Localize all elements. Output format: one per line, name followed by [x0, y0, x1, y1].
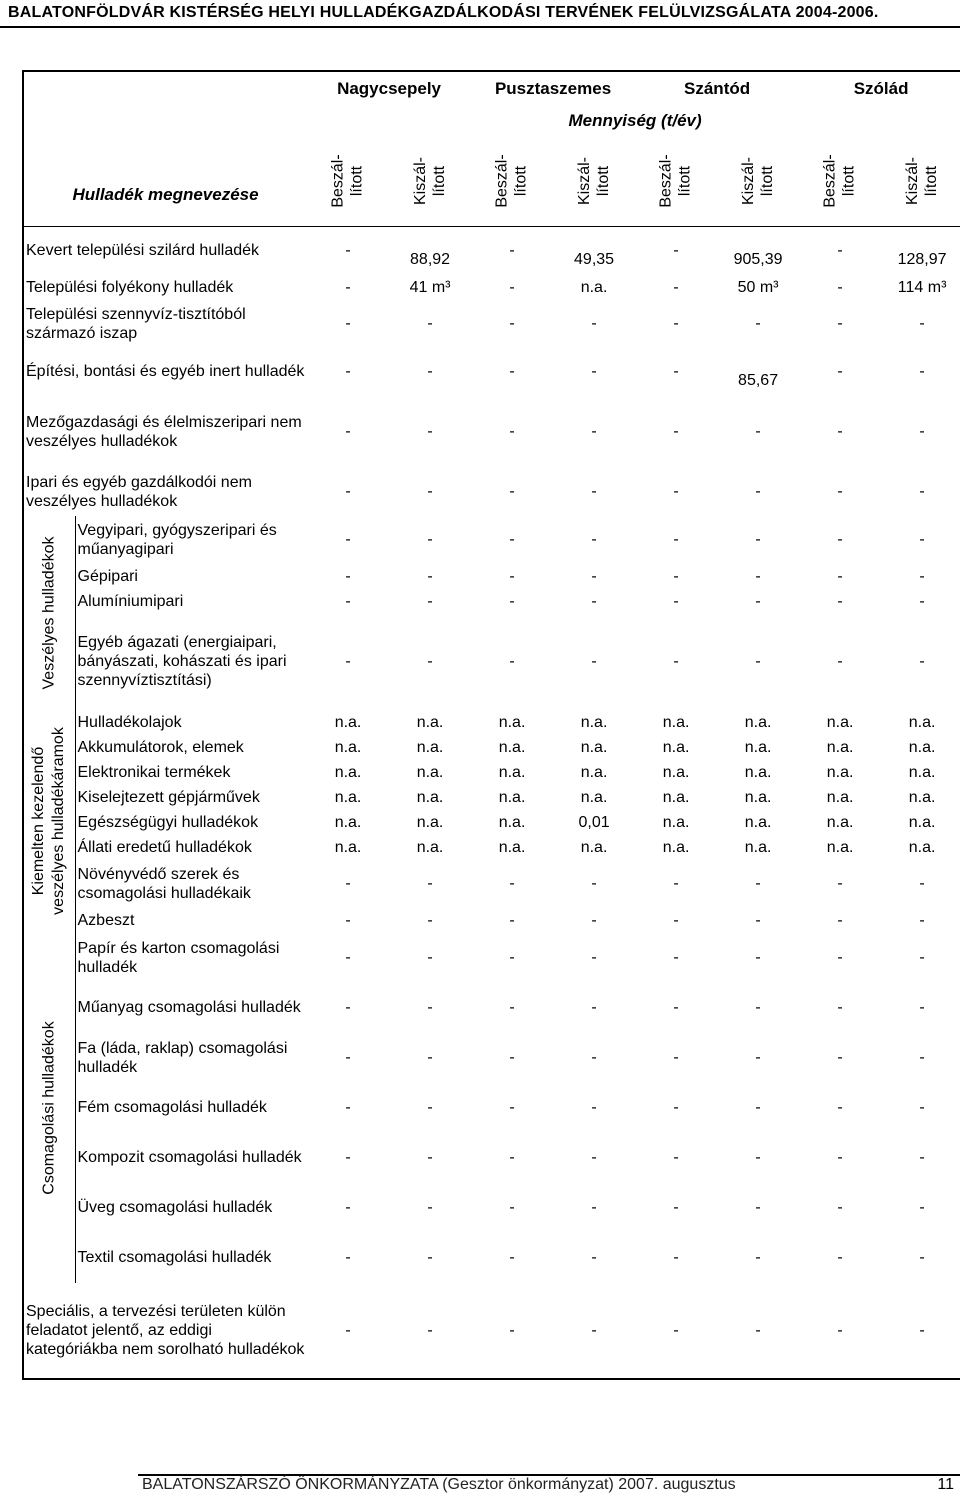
- cell-value: n.a.: [826, 788, 854, 806]
- row-label: Egyéb ágazati (energiaipari, bányászati, kohászati és ipari szennyvíztisztítási): [75, 614, 307, 710]
- table-row: [23, 275, 960, 300]
- cell-value: n.a.: [662, 763, 690, 781]
- cell-value: -: [755, 911, 761, 929]
- cell-value: -: [509, 423, 515, 440]
- cell-value: -: [427, 653, 433, 670]
- row-label: Ipari és egyéb gazdálkodói nem veszélyes hulladékok: [23, 468, 307, 516]
- cell-value: -: [881, 589, 960, 614]
- cell-value: -: [591, 653, 597, 670]
- cell-value: -: [591, 1249, 597, 1266]
- cell-value: -: [509, 567, 515, 585]
- cell-value: -: [345, 875, 351, 892]
- table-row: [23, 710, 960, 735]
- table-row: [23, 1083, 960, 1133]
- table-row: [23, 908, 960, 933]
- cell-value: -: [837, 278, 843, 296]
- cell-value: -: [427, 1149, 433, 1166]
- cell-value: -: [881, 300, 960, 348]
- cell-value: -: [837, 875, 843, 892]
- cell-value: -: [427, 911, 433, 929]
- row-label: Egészségügyi hulladékok: [75, 810, 307, 835]
- cell-value: -: [837, 592, 843, 610]
- cell-value: -: [591, 1099, 597, 1116]
- cell-value: -: [345, 423, 351, 440]
- cell-value: -: [881, 1033, 960, 1083]
- cell-value: -: [837, 483, 843, 500]
- name-header: Hulladék megnevezése: [23, 71, 307, 227]
- cell-value: -: [345, 592, 351, 610]
- cell-value: -: [427, 1099, 433, 1116]
- cell-value: -: [673, 592, 679, 610]
- cell-value: -: [881, 614, 960, 710]
- town-header: Nagycsepely: [307, 71, 471, 104]
- cell-value: -: [755, 315, 761, 332]
- document-header: [0, 0, 960, 28]
- row-label: Alumíniumipari: [75, 589, 307, 614]
- table-row: [23, 835, 960, 860]
- cell-value: 88,92: [389, 227, 471, 275]
- cell-value: -: [427, 875, 433, 892]
- cell-value: -: [427, 531, 433, 548]
- cell-value: -: [345, 483, 351, 500]
- cell-value: -: [837, 999, 843, 1016]
- cell-value: -: [345, 911, 351, 929]
- cell-value: -: [471, 227, 553, 275]
- table-row: [23, 1183, 960, 1233]
- cell-value: -: [345, 653, 351, 670]
- cell-value: -: [755, 423, 761, 440]
- kiszallitott-header: Kiszál- lított: [881, 136, 960, 227]
- row-label: Műanyag csomagolási hulladék: [75, 983, 307, 1033]
- cell-value: -: [755, 567, 761, 585]
- table-row: [23, 564, 960, 589]
- cell-value: -: [427, 999, 433, 1016]
- cell-value: -: [553, 1283, 635, 1379]
- cell-value: -: [635, 227, 717, 275]
- cell-value: -: [345, 1199, 351, 1216]
- footer-text: BALATONSZÁRSZÓ ÖNKORMÁNYZATA (Gesztor önkormányzat) 2007. augusztus: [142, 1476, 736, 1493]
- cell-value: n.a.: [580, 738, 608, 756]
- cell-value: n.a.: [416, 813, 444, 831]
- cell-value: -: [591, 567, 597, 585]
- cell-value: -: [509, 1099, 515, 1116]
- cell-value: 128,97: [881, 227, 960, 275]
- cell-value: -: [345, 315, 351, 332]
- table-row: [23, 396, 960, 468]
- town-header: Szólád: [799, 71, 960, 104]
- cell-value: -: [837, 1149, 843, 1166]
- cell-value: n.a.: [580, 788, 608, 806]
- row-label: Növényvédő szerek és csomagolási hulladékaik: [75, 860, 307, 908]
- cell-value: n.a.: [662, 738, 690, 756]
- cell-value: n.a.: [498, 838, 526, 856]
- cell-value: n.a.: [334, 813, 362, 831]
- cell-value: -: [345, 1099, 351, 1116]
- cell-value: n.a.: [416, 788, 444, 806]
- row-label: Építési, bontási és egyéb inert hulladék: [23, 348, 307, 396]
- table-row: [23, 348, 960, 396]
- table-row: [23, 516, 960, 564]
- town-header: Szántód: [635, 71, 799, 104]
- cell-value: -: [471, 1283, 553, 1379]
- cell-value: -: [881, 908, 960, 933]
- cell-value: -: [755, 1049, 761, 1066]
- cell-value: -: [509, 949, 515, 966]
- cell-value: -: [673, 911, 679, 929]
- row-label: Kompozit csomagolási hulladék: [75, 1133, 307, 1183]
- cell-value: 49,35: [553, 227, 635, 275]
- cell-value: 905,39: [717, 227, 799, 275]
- cell-value: -: [717, 1283, 799, 1379]
- cell-value: -: [509, 363, 515, 380]
- cell-value: -: [673, 483, 679, 500]
- cell-value: n.a.: [881, 835, 960, 860]
- cell-value: -: [345, 363, 351, 380]
- cell-value: n.a.: [334, 838, 362, 856]
- cell-value: 41 m³: [409, 278, 451, 296]
- row-label: Elektronikai termékek: [75, 760, 307, 785]
- cell-value: -: [755, 1149, 761, 1166]
- cell-value: -: [591, 949, 597, 966]
- unit-header: Mennyiség (t/év): [307, 104, 960, 136]
- row-label: Üveg csomagolási hulladék: [75, 1183, 307, 1233]
- cell-value: -: [427, 423, 433, 440]
- cell-value: -: [591, 1199, 597, 1216]
- cell-value: n.a.: [334, 763, 362, 781]
- cell-value: -: [509, 592, 515, 610]
- cell-value: -: [345, 567, 351, 585]
- cell-value: -: [591, 911, 597, 929]
- cell-value: n.a.: [498, 813, 526, 831]
- cell-value: -: [345, 531, 351, 548]
- table-header-towns: [23, 71, 960, 104]
- cell-value: -: [345, 949, 351, 966]
- table-row: [23, 589, 960, 614]
- cell-value: n.a.: [881, 735, 960, 760]
- row-label: Mezőgazdasági és élelmiszeripari nem veszélyes hulladékok: [23, 396, 307, 468]
- cell-value: -: [837, 653, 843, 670]
- cell-value: -: [673, 875, 679, 892]
- town-header: Pusztaszemes: [471, 71, 635, 104]
- cell-value: -: [881, 933, 960, 983]
- cell-value: -: [509, 278, 515, 296]
- table-row: [23, 1283, 960, 1379]
- cell-value: 114 m³: [881, 275, 960, 300]
- cell-value: -: [755, 1199, 761, 1216]
- table-row: [23, 1133, 960, 1183]
- cell-value: n.a.: [416, 763, 444, 781]
- cell-value: n.a.: [416, 738, 444, 756]
- cell-value: -: [673, 1149, 679, 1166]
- cell-value: -: [673, 567, 679, 585]
- cell-value: -: [427, 1199, 433, 1216]
- cell-value: n.a.: [744, 838, 772, 856]
- cell-value: -: [591, 999, 597, 1016]
- cell-value: -: [881, 516, 960, 564]
- cell-value: n.a.: [662, 788, 690, 806]
- cell-value: n.a.: [881, 710, 960, 735]
- cell-value: n.a.: [580, 278, 608, 296]
- cell-value: n.a.: [881, 810, 960, 835]
- cell-value: -: [591, 592, 597, 610]
- cell-value: -: [673, 949, 679, 966]
- cell-value: -: [881, 1283, 960, 1379]
- cell-value: -: [881, 564, 960, 589]
- cell-value: -: [799, 227, 881, 275]
- cell-value: -: [509, 1049, 515, 1066]
- cell-value: -: [509, 875, 515, 892]
- cell-value: -: [307, 1283, 389, 1379]
- cell-value: n.a.: [498, 763, 526, 781]
- cell-value: n.a.: [580, 713, 608, 731]
- cell-value: -: [673, 278, 679, 296]
- cell-value: n.a.: [881, 760, 960, 785]
- cell-value: n.a.: [334, 738, 362, 756]
- cell-value: n.a.: [881, 785, 960, 810]
- cell-value: n.a.: [744, 713, 772, 731]
- cell-value: -: [427, 567, 433, 585]
- cell-value: -: [837, 949, 843, 966]
- table-row: [23, 614, 960, 710]
- cell-value: -: [509, 315, 515, 332]
- cell-value: -: [755, 1249, 761, 1266]
- cell-value: -: [509, 531, 515, 548]
- table-row: [23, 785, 960, 810]
- cell-value: n.a.: [744, 763, 772, 781]
- row-label: Speciális, a tervezési területen külön feladatot jelentő, az eddigi kategóriákba nem sorolható hulladékok: [23, 1283, 307, 1379]
- cell-value: 0,01: [578, 813, 610, 831]
- row-label: Fém csomagolási hulladék: [75, 1083, 307, 1133]
- cell-value: -: [345, 999, 351, 1016]
- cell-value: n.a.: [826, 763, 854, 781]
- cell-value: -: [673, 1099, 679, 1116]
- cell-value: n.a.: [744, 788, 772, 806]
- cell-value: n.a.: [416, 713, 444, 731]
- kiszallitott-header: Kiszál- lított: [412, 156, 449, 206]
- cell-value: -: [345, 1049, 351, 1066]
- cell-value: n.a.: [826, 738, 854, 756]
- cell-value: -: [427, 363, 433, 380]
- table-row: [23, 983, 960, 1033]
- cell-value: -: [673, 1199, 679, 1216]
- cell-value: -: [673, 653, 679, 670]
- cell-value: -: [673, 1249, 679, 1266]
- table-row: [23, 227, 960, 275]
- waste-quantity-table: [22, 70, 960, 1380]
- cell-value: -: [673, 363, 679, 380]
- cell-value: -: [509, 911, 515, 929]
- row-label: Azbeszt: [75, 908, 307, 933]
- cell-value: -: [837, 315, 843, 332]
- cell-value: -: [427, 315, 433, 332]
- cell-value: -: [389, 1283, 471, 1379]
- cell-value: n.a.: [662, 813, 690, 831]
- cell-value: -: [591, 423, 597, 440]
- cell-value: -: [427, 483, 433, 500]
- cell-value: -: [591, 531, 597, 548]
- beszallitott-header: Beszál- lított: [330, 154, 367, 208]
- cell-value: -: [881, 1183, 960, 1233]
- cell-value: n.a.: [580, 838, 608, 856]
- table-row: [23, 1233, 960, 1283]
- cell-value: n.a.: [334, 713, 362, 731]
- cell-value: -: [591, 1049, 597, 1066]
- cell-value: -: [881, 468, 960, 516]
- cell-value: -: [755, 653, 761, 670]
- cell-value: -: [673, 999, 679, 1016]
- cell-value: n.a.: [826, 713, 854, 731]
- cell-value: n.a.: [498, 788, 526, 806]
- cell-value: -: [509, 1249, 515, 1266]
- cell-value: -: [755, 592, 761, 610]
- cell-value: -: [881, 983, 960, 1033]
- cell-value: -: [837, 1049, 843, 1066]
- cell-value: -: [673, 1049, 679, 1066]
- cell-value: -: [591, 1149, 597, 1166]
- cell-value: -: [837, 531, 843, 548]
- table-row: [23, 760, 960, 785]
- row-label: Papír és karton csomagolási hulladék: [75, 933, 307, 983]
- cell-value: n.a.: [826, 813, 854, 831]
- cell-value: -: [427, 592, 433, 610]
- row-label: Települési folyékony hulladék: [23, 275, 307, 300]
- cell-value: 85,67: [738, 372, 779, 389]
- cell-value: -: [345, 1249, 351, 1266]
- page-number: 11: [937, 1476, 954, 1493]
- table-row: [23, 468, 960, 516]
- cell-value: 50 m³: [737, 278, 779, 296]
- cell-value: -: [755, 531, 761, 548]
- cell-value: n.a.: [498, 738, 526, 756]
- table-row: [23, 933, 960, 983]
- row-label: Kiselejtezett gépjárművek: [75, 785, 307, 810]
- cell-value: -: [673, 423, 679, 440]
- cell-value: -: [345, 278, 351, 296]
- cell-value: -: [427, 1249, 433, 1266]
- cell-value: -: [673, 315, 679, 332]
- cell-value: -: [509, 483, 515, 500]
- cell-value: -: [591, 875, 597, 892]
- beszallitott-header: Beszál- lított: [822, 154, 859, 208]
- cell-value: n.a.: [662, 838, 690, 856]
- cell-value: -: [591, 363, 597, 380]
- row-label: Fa (láda, raklap) csomagolási hulladék: [75, 1033, 307, 1083]
- row-label: Kevert települési szilárd hulladék: [23, 227, 307, 275]
- beszallitott-header: Beszál- lított: [494, 154, 531, 208]
- cell-value: n.a.: [334, 788, 362, 806]
- cell-value: -: [427, 949, 433, 966]
- table-row: [23, 810, 960, 835]
- table-row: [23, 860, 960, 908]
- cell-value: -: [881, 348, 960, 396]
- cell-value: -: [837, 567, 843, 585]
- cell-value: -: [755, 1099, 761, 1116]
- row-label: Települési szennyvíz-tisztítóból származó iszap: [23, 300, 307, 348]
- cell-value: n.a.: [744, 813, 772, 831]
- veszelyes-group-label: Veszélyes hulladékok: [23, 516, 75, 710]
- cell-value: -: [837, 1099, 843, 1116]
- kiszallitott-header: Kiszál- lított: [740, 156, 777, 206]
- cell-value: -: [509, 1149, 515, 1166]
- cell-value: -: [509, 653, 515, 670]
- document-header-title: BALATONFÖLDVÁR KISTÉRSÉG HELYI HULLADÉKGAZDÁLKODÁSI TERVÉNEK FELÜLVIZSGÁLATA 2004-2006.: [8, 4, 879, 21]
- cell-value: -: [591, 315, 597, 332]
- kiszallitott-header: Kiszál- lított: [576, 156, 613, 206]
- table-row: [23, 1033, 960, 1083]
- cell-value: -: [837, 423, 843, 440]
- cell-value: -: [881, 1133, 960, 1183]
- cell-value: -: [345, 1149, 351, 1166]
- cell-value: -: [799, 1283, 881, 1379]
- cell-value: n.a.: [826, 838, 854, 856]
- cell-value: n.a.: [580, 763, 608, 781]
- cell-value: -: [837, 1249, 843, 1266]
- cell-value: -: [881, 396, 960, 468]
- cell-value: -: [755, 949, 761, 966]
- kiemelten-group-label: Kiemelten kezelendő veszélyes hulladékáramok: [23, 710, 75, 933]
- cell-value: -: [755, 999, 761, 1016]
- beszallitott-header: Beszál- lított: [658, 154, 695, 208]
- row-label: Gépipari: [75, 564, 307, 589]
- cell-value: -: [509, 999, 515, 1016]
- cell-value: -: [591, 483, 597, 500]
- row-label: Hulladékolajok: [75, 710, 307, 735]
- csomagolasi-group-label: Csomagolási hulladékok: [23, 933, 75, 1283]
- row-label: Akkumulátorok, elemek: [75, 735, 307, 760]
- table-row: [23, 300, 960, 348]
- cell-value: -: [427, 1049, 433, 1066]
- cell-value: -: [881, 1233, 960, 1283]
- cell-value: n.a.: [662, 713, 690, 731]
- header-rule: [0, 26, 960, 28]
- row-label: Állati eredetű hulladékok: [75, 835, 307, 860]
- row-label: Vegyipari, gyógyszeripari és műanyagipari: [75, 516, 307, 564]
- cell-value: -: [881, 860, 960, 908]
- cell-value: -: [755, 875, 761, 892]
- cell-value: -: [755, 483, 761, 500]
- cell-value: -: [307, 227, 389, 275]
- cell-value: -: [635, 1283, 717, 1379]
- cell-value: -: [509, 1199, 515, 1216]
- table-row: [23, 735, 960, 760]
- cell-value: n.a.: [498, 713, 526, 731]
- cell-value: -: [673, 531, 679, 548]
- cell-value: n.a.: [744, 738, 772, 756]
- cell-value: n.a.: [416, 838, 444, 856]
- cell-value: -: [837, 1199, 843, 1216]
- row-label: Textil csomagolási hulladék: [75, 1233, 307, 1283]
- cell-value: -: [837, 363, 843, 380]
- cell-value: -: [881, 1083, 960, 1133]
- cell-value: -: [837, 911, 843, 929]
